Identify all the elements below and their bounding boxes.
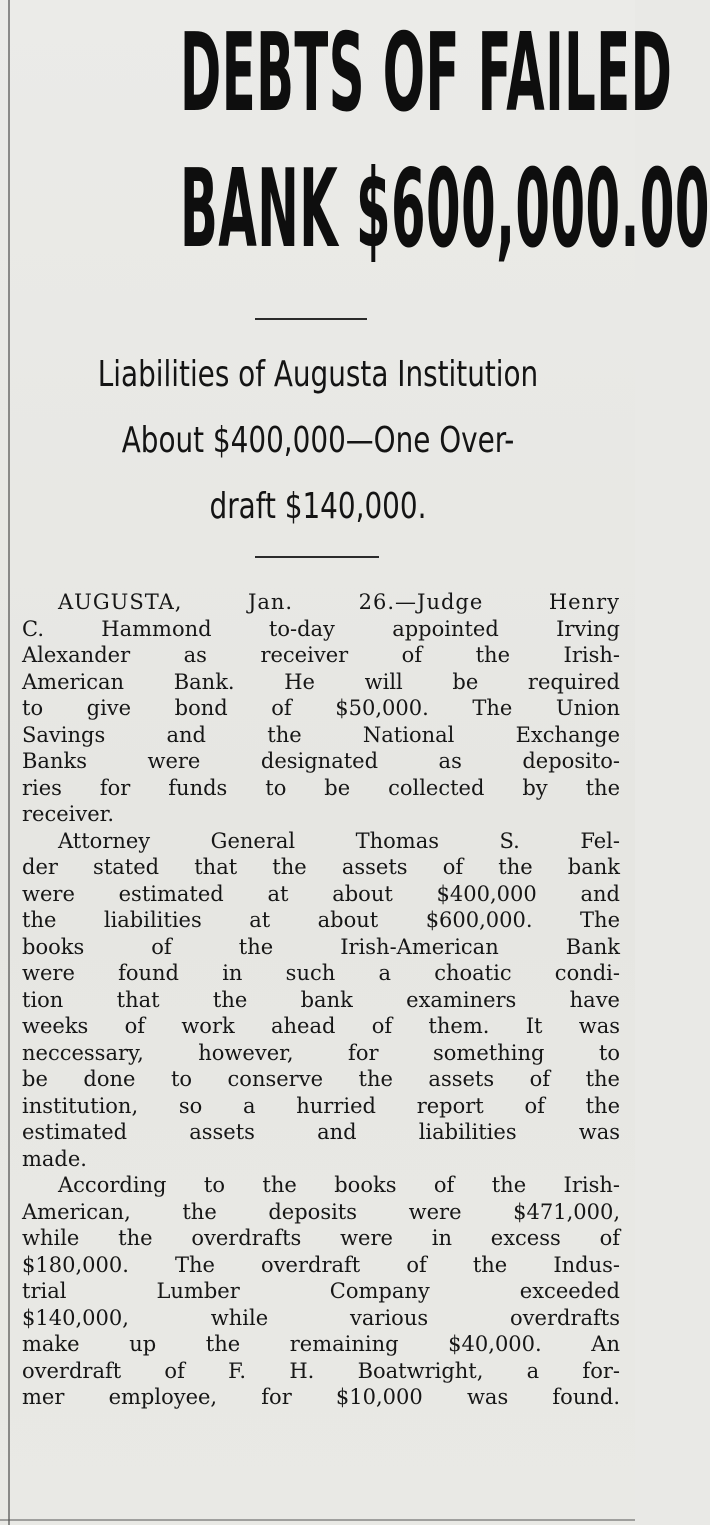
subheadline xyxy=(14,342,622,540)
article-line: neccessary, however, for something to xyxy=(22,1040,620,1065)
bottom-rule xyxy=(0,1519,635,1521)
article-line: $180,000. The overdraft of the Indus- xyxy=(22,1252,620,1277)
article-line: According to the books of the Irish- xyxy=(58,1173,620,1197)
article-line: ries for funds to be collected by the xyxy=(22,775,620,800)
article-line: Alexander as receiver of the Irish- xyxy=(22,643,620,667)
headline-line-1: DEBTS OF FAILED xyxy=(180,11,673,136)
article-line: receiver. xyxy=(22,802,115,826)
article-line: tion that the bank examiners have xyxy=(22,987,620,1012)
article-line: were found in such a choatic condi- xyxy=(22,961,620,985)
article-line: weeks of work ahead of them. It was xyxy=(22,1014,620,1038)
subheadline-line-2: About $400,000—One Over- xyxy=(121,420,515,461)
article-line: Attorney General Thomas S. Fel- xyxy=(58,828,620,853)
article-line: be done to conserve the assets of the xyxy=(22,1067,620,1091)
article-line: institution, so a hurried report of the xyxy=(22,1093,620,1118)
article-line: $140,000, while various overdrafts xyxy=(22,1305,620,1330)
headline xyxy=(18,6,710,296)
article-line: American Bank. He will be required xyxy=(22,669,620,694)
article-line: made. xyxy=(22,1146,87,1171)
article-line: American, the deposits were $471,000, xyxy=(22,1199,620,1224)
subheadline-line-1: Liabilities of Augusta Institution xyxy=(97,354,539,395)
article-line: mer employee, for $10,000 was found. xyxy=(22,1385,620,1409)
article-line: estimated assets and liabilities was xyxy=(22,1120,620,1144)
article-line: AUGUSTA, Jan. 26.—Judge Henry xyxy=(58,590,620,614)
article-line: to give bond of $50,000. The Union xyxy=(22,696,620,720)
subheadline-divider xyxy=(255,556,379,558)
headline-line-2: BANK $600,000.00 xyxy=(180,147,710,272)
article-line: books of the Irish-American Bank xyxy=(22,934,620,959)
subheadline-line-3: draft $140,000. xyxy=(209,486,427,527)
article-line: were estimated at about $400,000 and xyxy=(22,881,620,906)
article-body xyxy=(22,589,620,1411)
article-line: overdraft of F. H. Boatwright, a for- xyxy=(22,1358,620,1383)
article-line: while the overdrafts were in excess of xyxy=(22,1226,620,1250)
column-rule xyxy=(8,0,10,1525)
article-line: C. Hammond to-day appointed Irving xyxy=(22,616,620,641)
article-line: der stated that the assets of the bank xyxy=(22,855,620,879)
article-line: trial Lumber Company exceeded xyxy=(22,1279,620,1303)
article-line: Banks were designated as deposito- xyxy=(22,749,620,773)
article-line: the liabilities at about $600,000. The xyxy=(22,908,620,932)
headline-divider xyxy=(255,318,367,320)
article-line: make up the remaining $40,000. An xyxy=(22,1332,620,1356)
article-line: Savings and the National Exchange xyxy=(22,722,620,747)
